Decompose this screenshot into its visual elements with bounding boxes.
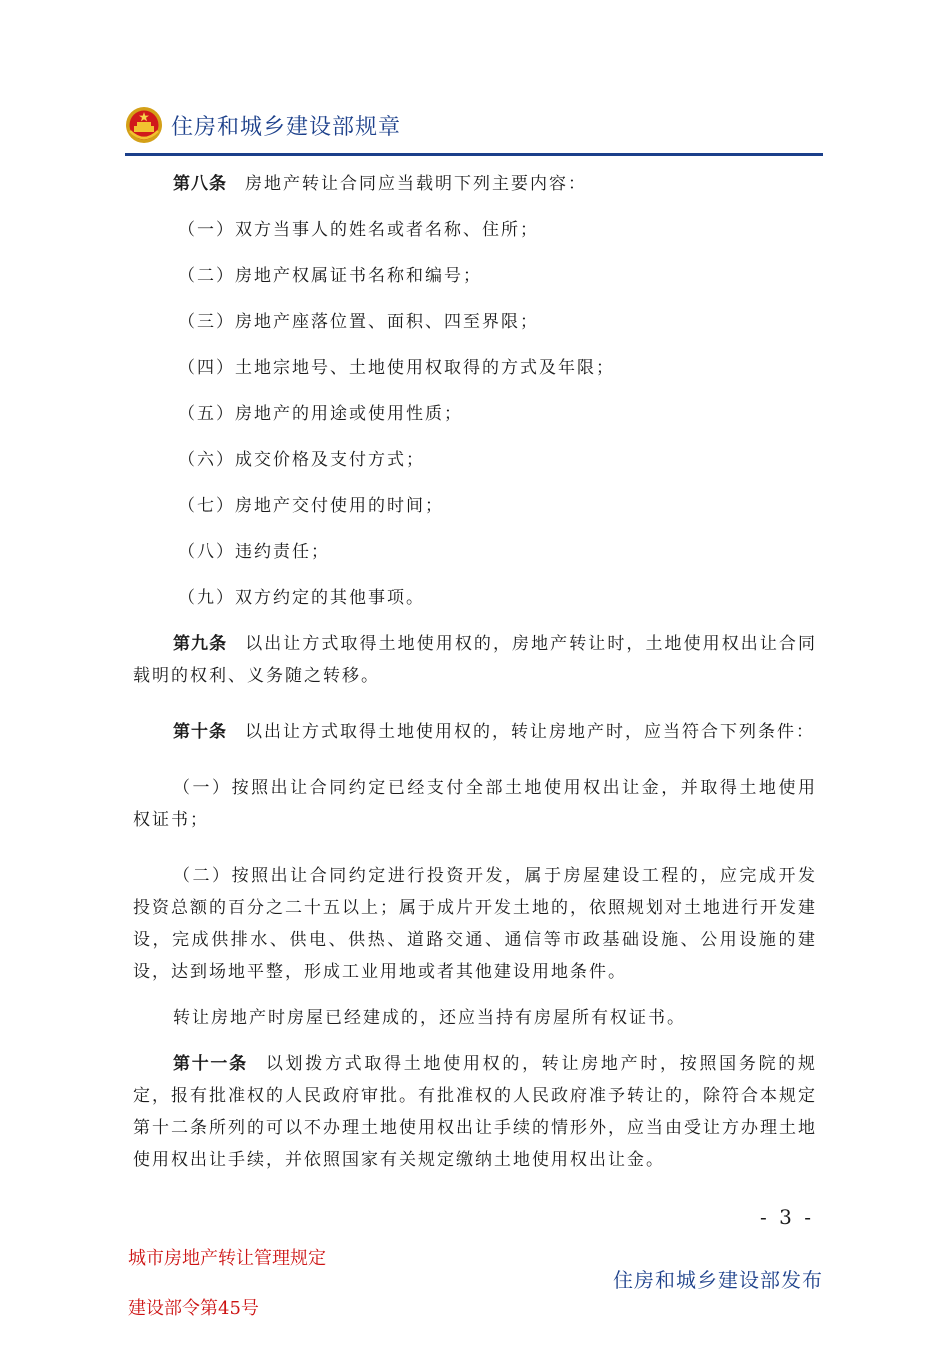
- article-8-item: （六）成交价格及支付方式；: [178, 450, 425, 470]
- article-label: 第十一条: [173, 1054, 248, 1074]
- article-label: 第十条: [173, 722, 227, 742]
- article-label: 第八条: [173, 174, 227, 194]
- article-8-item: （二）房地产权属证书名称和编号；: [178, 266, 482, 286]
- article-11: [133, 1048, 817, 1176]
- national-emblem-icon: [125, 105, 163, 145]
- article-8-item: （五）房地产的用途或使用性质；: [178, 404, 463, 424]
- article-9: [133, 628, 817, 692]
- document-body: [133, 168, 817, 1176]
- article-10-extra: 转让房地产时房屋已经建成的，还应当持有房屋所有权证书。: [173, 1008, 686, 1028]
- article-text: 以出让方式取得土地使用权的，转让房地产时，应当符合下列条件：: [245, 722, 815, 742]
- article-8-item: （九）双方约定的其他事项。: [178, 588, 425, 608]
- page-number: - 3 -: [760, 1205, 814, 1229]
- header-title: 住房和城乡建设部规章: [171, 115, 402, 140]
- article-8-item: （七）房地产交付使用的时间；: [178, 496, 444, 516]
- article-8-item: （三）房地产座落位置、面积、四至界限；: [178, 312, 539, 332]
- article-10-item: （二）按照出让合同约定进行投资开发，属于房屋建设工程的，应完成开发投资总额的百分之二十五以上；属于成片开发土地的，依照规划对土地进行开发建设，完成供排水、供电、供热、道路交通、通信等市政基础设施、公用设施的建设，达到场地平整，形成工业用地或者其他建设用地条件。: [133, 866, 817, 982]
- article-10-item: （一）按照出让合同约定已经支付全部土地使用权出让金，并取得土地使用权证书；: [133, 778, 817, 830]
- header-divider: [125, 153, 823, 156]
- footer-doc-title: 城市房地产转让管理规定: [128, 1248, 326, 1269]
- article-text: 以划拨方式取得土地使用权的，转让房地产时，按照国务院的规定，报有批准权的人民政府审批。有批准权的人民政府准予转让的，除符合本规定第十二条所列的可以不办理土地使用权出让手续的情形外，应当由受让方办理土地使用权出让手续，并依照国家有关规定缴纳土地使用权出让金。: [133, 1054, 818, 1170]
- article-8-item: （一）双方当事人的姓名或者名称、住所；: [178, 220, 539, 240]
- page-header: [125, 103, 823, 158]
- footer-doc-number: 建设部令第45号: [128, 1298, 259, 1319]
- article-8: [133, 168, 817, 200]
- article-10: [133, 716, 817, 748]
- article-label: 第九条: [173, 634, 228, 654]
- article-8-item: （四）土地宗地号、土地使用权取得的方式及年限；: [178, 358, 615, 378]
- article-text: 以出让方式取得土地使用权的，房地产转让时，土地使用权出让合同载明的权利、义务随之转移。: [133, 634, 817, 686]
- footer-publisher: 住房和城乡建设部发布: [613, 1268, 823, 1292]
- article-8-item: （八）违约责任；: [178, 542, 330, 562]
- article-text: 房地产转让合同应当载明下列主要内容：: [245, 174, 587, 194]
